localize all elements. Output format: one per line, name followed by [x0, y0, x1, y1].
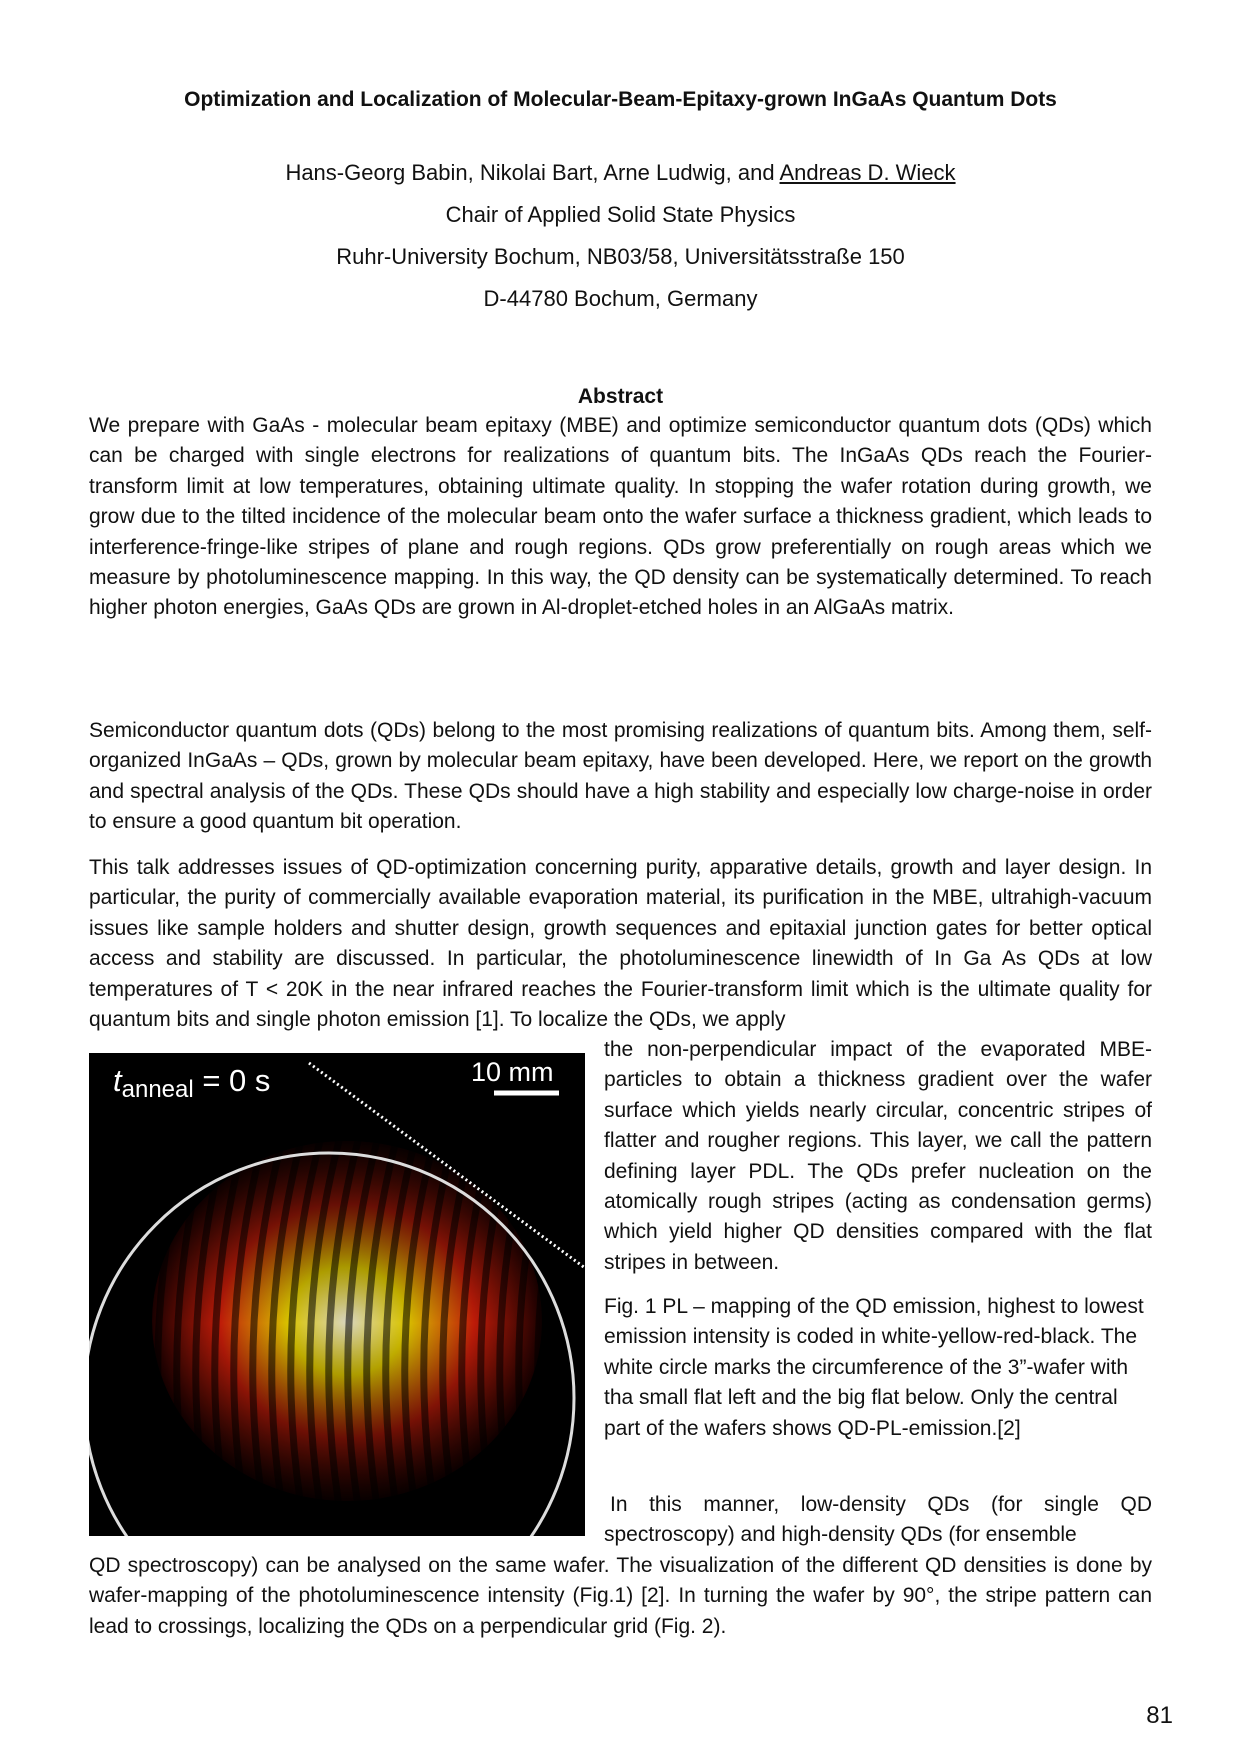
abstract-text: We prepare with GaAs - molecular beam epitaxy (MBE) and optimize semiconductor quantum dots (QDs) which can be charged with single electrons for realizations of quantum bits. The InGaAs QDs reach the Fourier-transform limit at low temperatures, obtaining ultimate quality. In stopping the wafer rotation during growth, we grow due to the tilted incidence of the molecular beam onto the wafer surface a thickness gradient, which leads to interference-fringe-like stripes of plane and rough regions. QDs grow preferentially on rough areas which we measure by photoluminescence mapping. In this way, the QD density can be systematically determined. To reach higher photon energies, GaAs QDs are grown in Al-droplet-etched holes in an AlGaAs matrix. [89, 414, 1152, 620]
pl-mapping-figure [89, 1053, 585, 1536]
author-line [0, 160, 1241, 186]
body-paragraph-3-rest: QD spectroscopy) can be analysed on the same wafer. The visualization of the different QD densities is done by wafer-mapping of the photoluminescence intensity (Fig.1) [2]. In turning the wafer by 90°, the stripe pattern can lead to crossings, localizing the QDs on a perpendicular grid (Fig. 2). [89, 1554, 1152, 1638]
affiliation-address: Ruhr-University Bochum, NB03/58, Universitätsstraße 150 [336, 244, 905, 269]
abstract-heading: Abstract [577, 385, 664, 408]
presenting-author: Andreas D. Wieck [779, 160, 956, 185]
body-paragraph-3-start: In this manner, low-density QDs (for single QD spectroscopy) and high-density QDs (for ensemble [604, 1493, 1152, 1547]
figure-caption: Fig. 1 PL – mapping of the QD emission, highest to lowest emission intensity is coded in white-yellow-red-black. The white circle marks the circumference of the 3”-wafer with tha small flat left and the big flat below. Only the central part of the wafers shows QD-PL-emission.[2] [604, 1295, 1144, 1440]
body-paragraph-1: Semiconductor quantum dots (QDs) belong to the most promising realizations of quantum bits. Among them, self-organized InGaAs – QDs, grown by molecular beam epitaxy, have been developed. Here, we report on the growth and spectral analysis of the QDs. These QDs should have a high stability and especially low charge-noise in order to ensure a good quantum bit operation. [89, 719, 1152, 834]
affiliation-city: D-44780 Bochum, Germany [483, 286, 758, 311]
body-paragraph-2-continued: the non-perpendicular impact of the evaporated MBE-particles to obtain a thickness gradient over the wafer surface which yields nearly circular, concentric stripes of flatter and rougher regions. This layer, we call the pattern defining layer PDL. The QDs prefer nucleation on the atomically rough stripes (acting as condensation germs) which yield higher QD densities compared with the flat stripes in between. [604, 1038, 1152, 1274]
pl-mapping-image [89, 1053, 585, 1536]
page-number: 81 [1146, 1702, 1173, 1729]
anneal-label: tanneal = 0 s [113, 1063, 271, 1103]
body-paragraph-2: This talk addresses issues of QD-optimization concerning purity, apparative details, growth and layer design. In particular, the purity of commercially available evaporation material, its purification in the MBE, ultrahigh-vacuum issues like sample holders and shutter design, growth sequences and epitaxial junction gates for better optical access and stability are discussed. In particular, the photoluminescence linewidth of In Ga As QDs at low temperatures of T < 20K in the near infrared reaches the Fourier-transform limit which is the ultimate quality for quantum bits and single photon emission [1]. To localize the QDs, we apply [89, 856, 1152, 1032]
authors: Hans-Georg Babin, Nikolai Bart, Arne Ludwig, and [285, 160, 780, 185]
affiliation-chair: Chair of Applied Solid State Physics [445, 202, 796, 227]
paper-title: Optimization and Localization of Molecular-Beam-Epitaxy-grown InGaAs Quantum Dots [184, 88, 1057, 111]
scale-label: 10 mm [471, 1057, 554, 1087]
